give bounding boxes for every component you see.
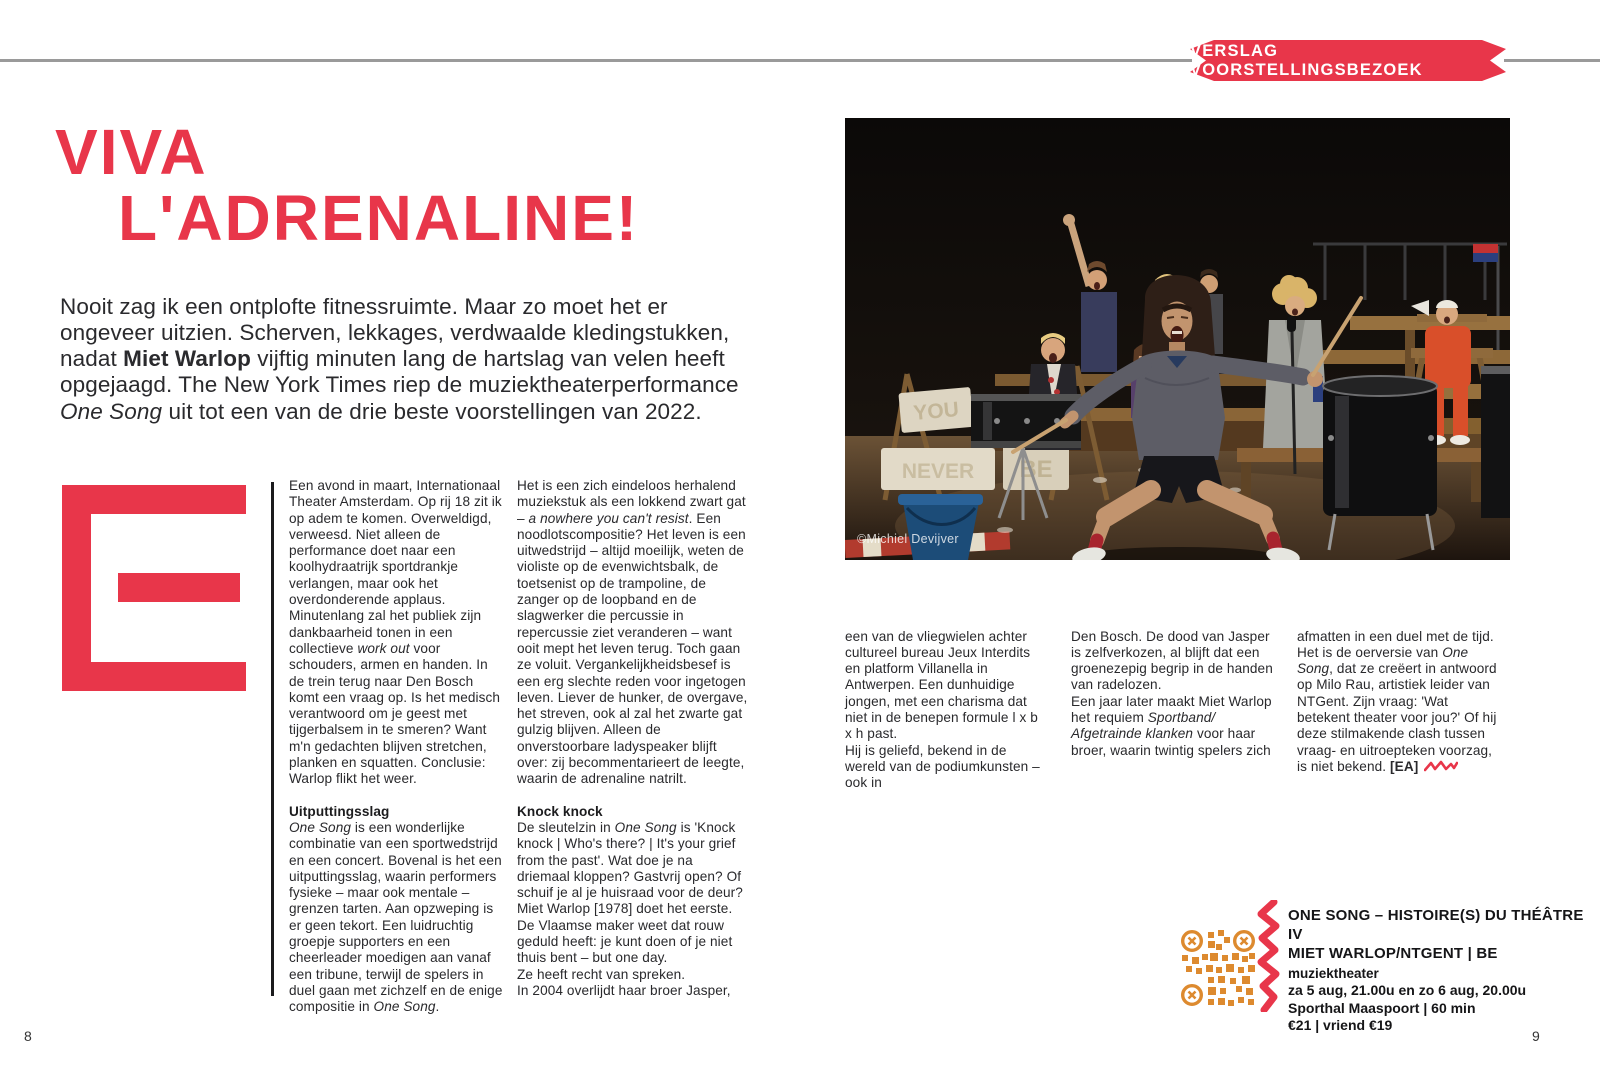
- event-info-block: [1288, 906, 1600, 1035]
- qr-code: [1180, 928, 1256, 1013]
- paragraph: Een avond in maart, Internationaal Theater Amsterdam. Op rij 18 zit ik op adem te komen. Overweldigd, verweesd. Niet alleen de performance doet naar een koolhydraatrijk sportdrankje verlangen, maar ook het overdonderende applaus. Minutenlang zal het publiek zijn dankbaarheid tonen in een collectieve work out voor schouders, armen en handen. In de trein terug naar Den Bosch komt een vraag op. Is het medisch verantwoord om je geest met tijgerbalsem in te smeren? Want m'n gedachten blijven stretchen, planken en squatten. Conclusie: Warlop flikt het weer.: [289, 478, 502, 787]
- event-genre: muziektheater: [1288, 966, 1379, 981]
- event-title-line2: MIET WARLOP/NTGENT | BE: [1288, 945, 1498, 962]
- event-title-line1: ONE SONG – HISTOIRE(S) DU THÉÂTRE IV: [1288, 907, 1584, 943]
- photo-credit-caption: ©Michiel Devijver: [857, 532, 959, 546]
- subheading-uitputtingsslag: Uitputtingsslag: [289, 803, 390, 819]
- far-right-drum: [1481, 366, 1510, 518]
- header-rule-right: [1504, 59, 1600, 62]
- paragraph: een van de vliegwielen achter cultureel bureau Jeux Interdits en platform Villanella in Antwerpen. Een dunhuidige jongen, met een charisma dat niet in de benepen formule l x b x h past. Hij is geliefd, bekend in de wereld van de podiumkunsten – ook in: [845, 628, 1040, 791]
- event-price: €21 | vriend €19: [1288, 1017, 1393, 1033]
- sign-be: BE: [1019, 456, 1053, 483]
- section-badge-label: VERSLAG VOORSTELLINGSBEZOEK: [1190, 41, 1423, 79]
- article-column-1: [289, 478, 503, 1016]
- event-venue: Sporthal Maaspoort | 60 min: [1288, 999, 1476, 1016]
- article-column-2: [517, 478, 749, 999]
- section-badge: [1190, 40, 1506, 81]
- sign-never: NEVER: [901, 460, 975, 483]
- article-column-3: [845, 615, 1047, 805]
- performance-photo: [845, 118, 1510, 560]
- paragraph: Den Bosch. De dood van Jasper is zelfverkozen, al blijft dat een groenezepig begrip in de handen van radelozen. Een jaar later maakt Miet Warlop het requiem Sportband/ Afgetrainde klanken voor haar broer, waarin twintig spelers zich: [1071, 628, 1273, 758]
- photo-illustration: [845, 118, 1510, 560]
- subheading-knock-knock: Knock knock: [517, 803, 603, 819]
- page-number-right: 9: [1532, 1028, 1540, 1044]
- event-dates: za 5 aug, 21.00u en zo 6 aug, 20.00u: [1288, 982, 1527, 998]
- article-column-4: [1071, 615, 1279, 773]
- column-divider-rule: [271, 482, 274, 996]
- intro-paragraph: Nooit zag ik een ontplofte fitnessruimte. Maar zo moet het er ongeveer uitzien. Scherven, lekkages, verdwaalde kledingstukken, nadat Miet Warlop vijftig minuten lang de hartslag van velen heeft opgejaagd. The New York Times riep de muziektheaterperformance One Song uit tot een van de drie beste voorstellingen van 2022.: [60, 293, 739, 424]
- page-title-line2: L'ADRENALINE!: [118, 182, 640, 254]
- paragraph: Het is een zich eindeloos herhalend muziekstuk als een lokkend zwart gat – a nowhere you can't resist. Een noodlotscompositie? Het leven is een uitwedstrijd – altijd moeilijk, weten de violiste op de evenwichtsbalk, de toetsenist op de trampoline, de zanger op de loopband en de slagwerker die percussie in repercussie ziet veranderen – want ooit mept het leven terug. Toch gaan ze voluit. Vergankelijkheidsbesef is een erg slechte reden voor ingetogen leven. Liever de hunker, de overgave, het streven, ook al zal het zwarte gat gulzig blijven. Alleen de onverstoorbare ladyspeaker blijft over: zij becommentarieert de leegte, waarin de adrenaline natrilt.: [517, 478, 748, 787]
- page-number-left: 8: [24, 1028, 32, 1044]
- article-column-5: [1297, 615, 1501, 789]
- header-rule-left: [0, 59, 1192, 62]
- paragraph: One Song is een wonderlijke combinatie van een sportwedstrijd en een concert. Bovenal is het een uitputtingsslag, waarin performers fysieke – maar ook mentale – grenzen tarten. Aan opzweping is er geen tekort. Een luidruchtig groepje supporters en een cheerleader moedigen aan vanaf een tribune, terwijl de spelers in duel gaan met zichzelf en de enige compositie in One Song.: [289, 819, 503, 1015]
- event-zigzag-divider: [1257, 900, 1281, 1017]
- paragraph: afmatten in een duel met de tijd. Het is de oerversie van One Song, dat ze creëert in antwoord op Milo Rau, artistiek leider van NTGent. Zijn vraag: 'Wat betekent theater voor jou?' Of hij deze stilmakende clash tussen vraag- en uitroepteken voorzag, is niet bekend. [EA]: [1297, 628, 1497, 774]
- paragraph: De sleutelzin in One Song is 'Knock knock | Who's there? | It's your grief from the past'. Wat doe je na driemaal kloppen? Gastvrij open? Of schuif je al je huisraad voor de deur? Miet Warlop [1978] doet het eerste. De Vlaamse maker weet dat rouw geduld heeft: je kunt doen of je niet thuis bent – but one day. Ze heeft recht van spreken. In 2004 overlijdt haar broer Jasper,: [517, 819, 743, 998]
- sign-you: YOU: [912, 398, 960, 425]
- dropcap-letter-e: [62, 485, 246, 696]
- page-title-line1: VIVA: [55, 116, 208, 188]
- end-of-article-squiggle-icon: [1424, 760, 1458, 772]
